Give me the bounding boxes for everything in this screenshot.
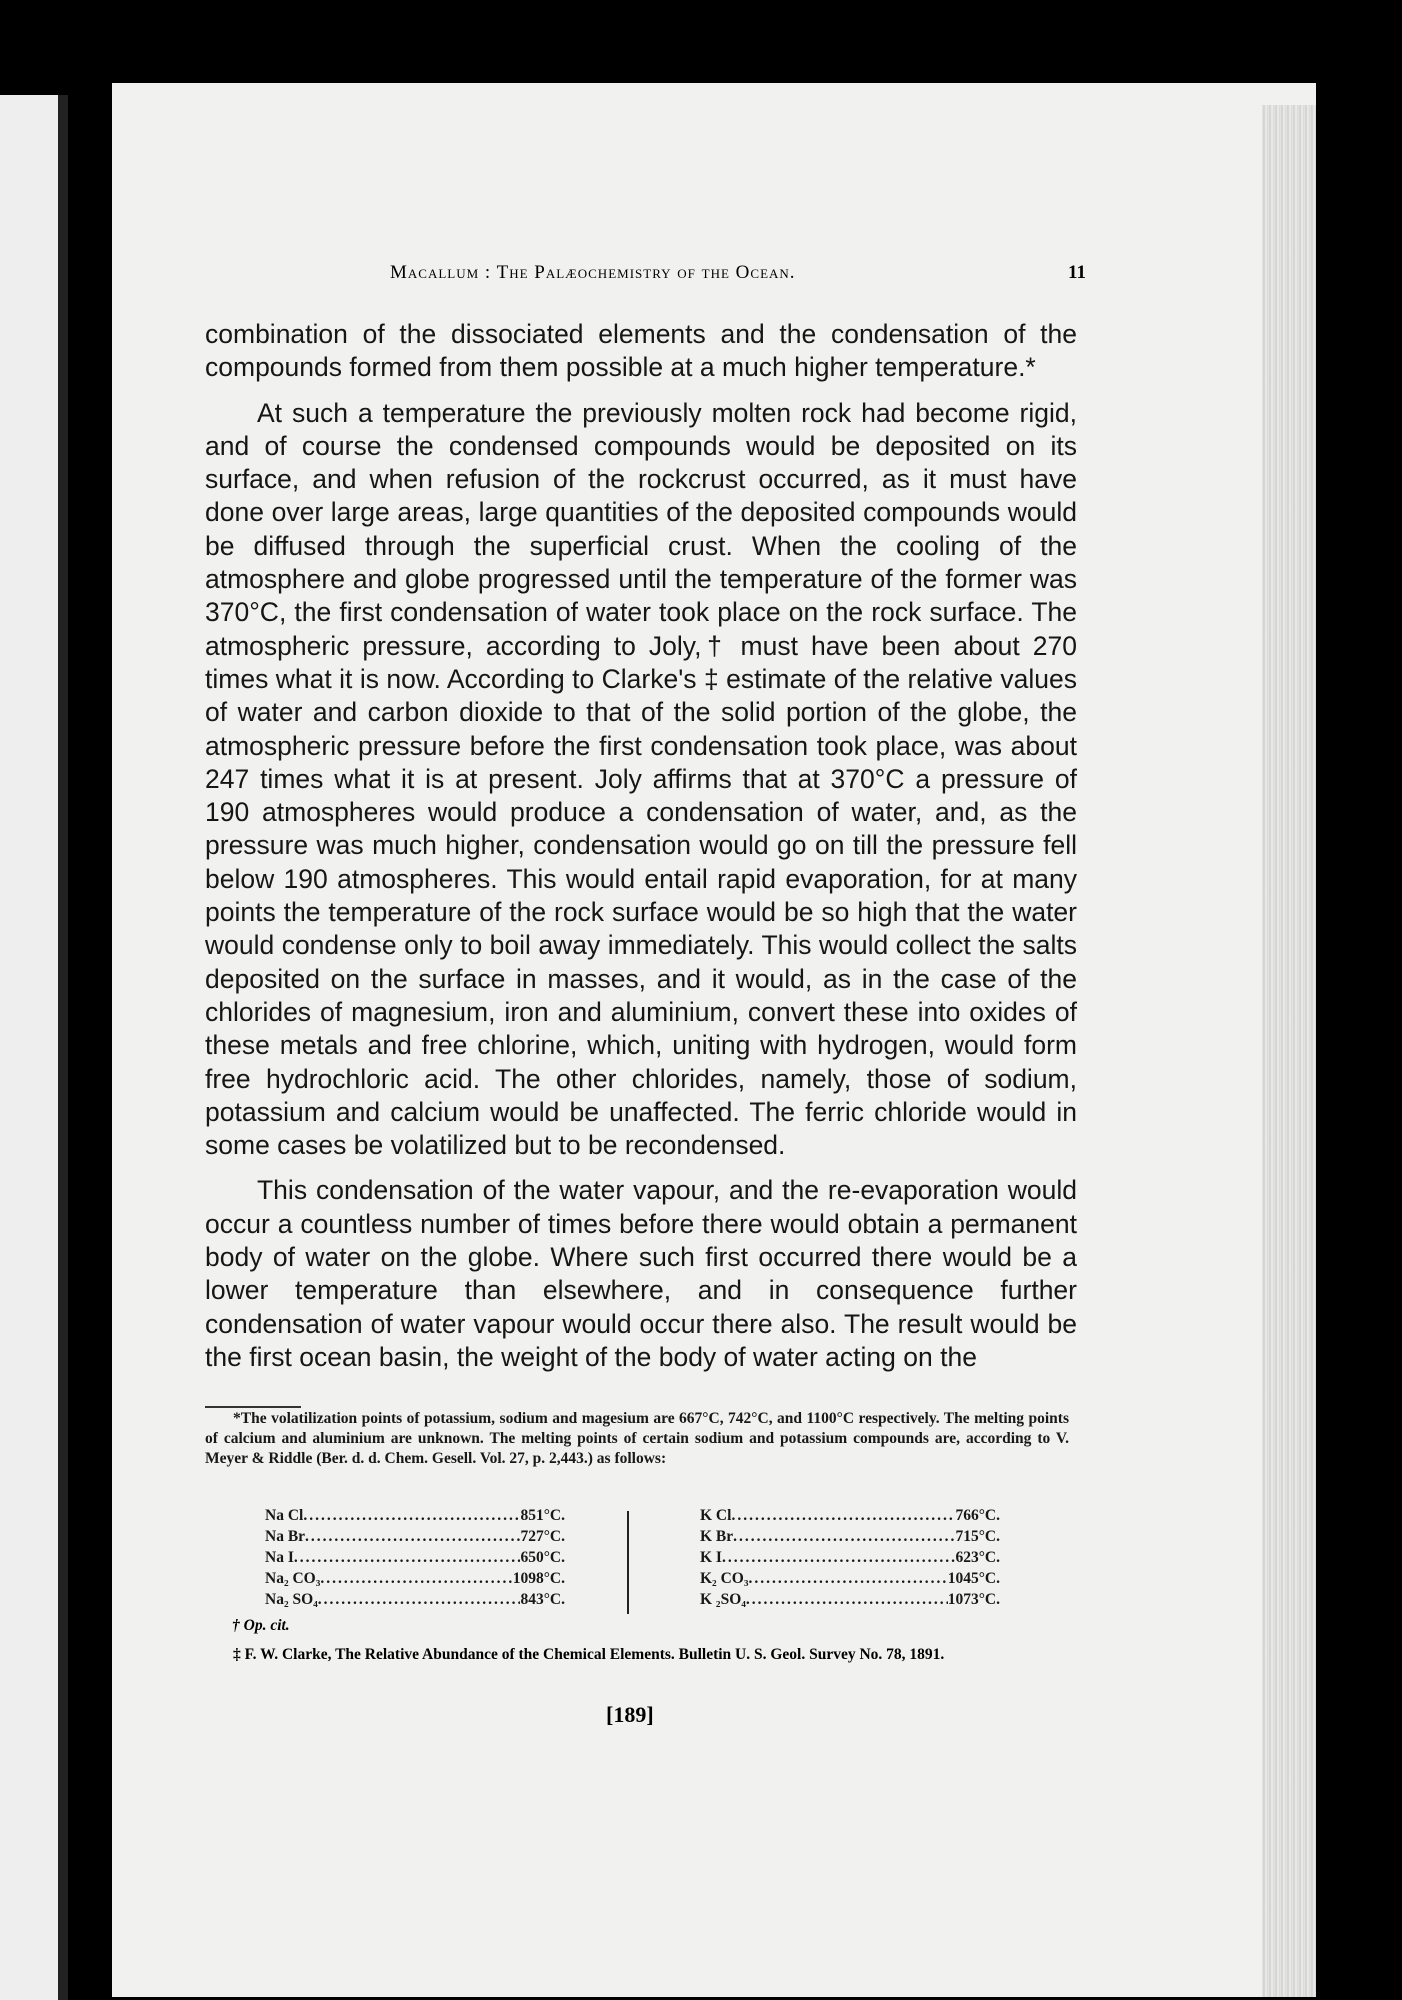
table-row: K ₂SO₄ ..... 1073°C. [700,1589,1000,1610]
table-row: K Br ..... 715°C. [700,1526,1000,1547]
facing-page-edge [0,95,60,2000]
table-row: K I ..... 623°C. [700,1547,1000,1568]
footnote-star [205,1409,1069,1469]
table-row: Na₂ SO₄ ..... 843°C. [265,1589,565,1610]
page-stack-edges [1262,105,1316,1997]
footnote-star-text: *The volatilization points of potassium, sodium and magesium are 667°C, 742°C, and 1100°C respectively. The melting points of calcium and aluminium are unknown. The melting points of certain sodium and potassium compounds are, according to V. Meyer & Riddle (Ber. d. d. Chem. Gesell. Vol. 27, p. 2,443.) as follows: [205,1410,1069,1467]
column-divider [627,1511,629,1614]
table-row: Na₂ CO₃ ..... 1098°C. [265,1568,565,1589]
body-text [205,318,1077,1374]
table-row: Na Cl ..... 851°C. [265,1505,565,1526]
table-row: K Cl ..... 766°C. [700,1505,1000,1526]
page-number-top: 11 [1068,262,1086,283]
table-row: K₂ CO₃ ..... 1045°C. [700,1568,1000,1589]
paragraph-2: At such a temperature the previously molten rock had become rigid, and of course the condensed compounds would be deposited on its surface, and when refusion of the rockcrust occurred, as it must have done over large areas, large quantities of the deposited compounds would be diffused through the superficial crust. When the cooling of the atmosphere and globe progressed until the temperature of the former was 370°C, the first condensation of water took place on the rock surface. The atmospheric pressure, according to Joly,† must have been about 270 times what it is now. According to Clarke's ‡ estimate of the relative values of water and carbon dioxide to that of the solid portion of the globe, the atmospheric pressure before the first condensation took place, was about 247 times what it is at present. Joly affirms that at 370°C a pressure of 190 atmospheres would produce a condensation of water, and, as the pressure was much higher, condensation would go on till the pressure fell below 190 atmospheres. This would entail rapid evaporation, for at many points the temperature of the rock surface would be so high that the water would condense only to boil away immediately. This would collect the salts deposited on the surface in masses, and it would, as in the case of the chlorides of magnesium, iron and aluminium, convert these into oxides of these metals and free chlorine, which, uniting with hydrogen, would form free hydrochloric acid. The other chlorides, namely, those of sodium, potassium and calcium would be unaffected. The ferric chloride would in some cases be volatilized but to be recondensed. [205,397,1077,1161]
binding-shadow [58,95,68,2000]
sodium-column [265,1505,565,1610]
running-head: Macallum : The Palæochemistry of the Ocean. [390,262,796,283]
table-row: Na I ..... 650°C. [265,1547,565,1568]
footnote-rule [205,1406,301,1408]
paragraph-3: This condensation of the water vapour, and the re-evaporation would occur a countless number of times before there would obtain a permanent body of water on the globe. Where such first occurred there would be a lower temperature than elsewhere, and in consequence further condensation of water vapour would occur there also. The result would be the first ocean basin, the weight of the body of water acting on the [205,1175,1077,1372]
potassium-column [700,1505,1000,1610]
table-row: Na Br ..... 727°C. [265,1526,565,1547]
footnote-double-dagger: ‡ F. W. Clarke, The Relative Abundance of the Chemical Elements. Bulletin U. S. Geol. Survey No. 78, 1891. [233,1646,945,1663]
footnote-dagger: † Op. cit. [232,1617,290,1634]
paragraph-1: combination of the dissociated elements and the condensation of the compounds formed from them possible at a much higher temperature.* [205,319,1077,383]
page-number-bottom: [189] [606,1702,654,1727]
